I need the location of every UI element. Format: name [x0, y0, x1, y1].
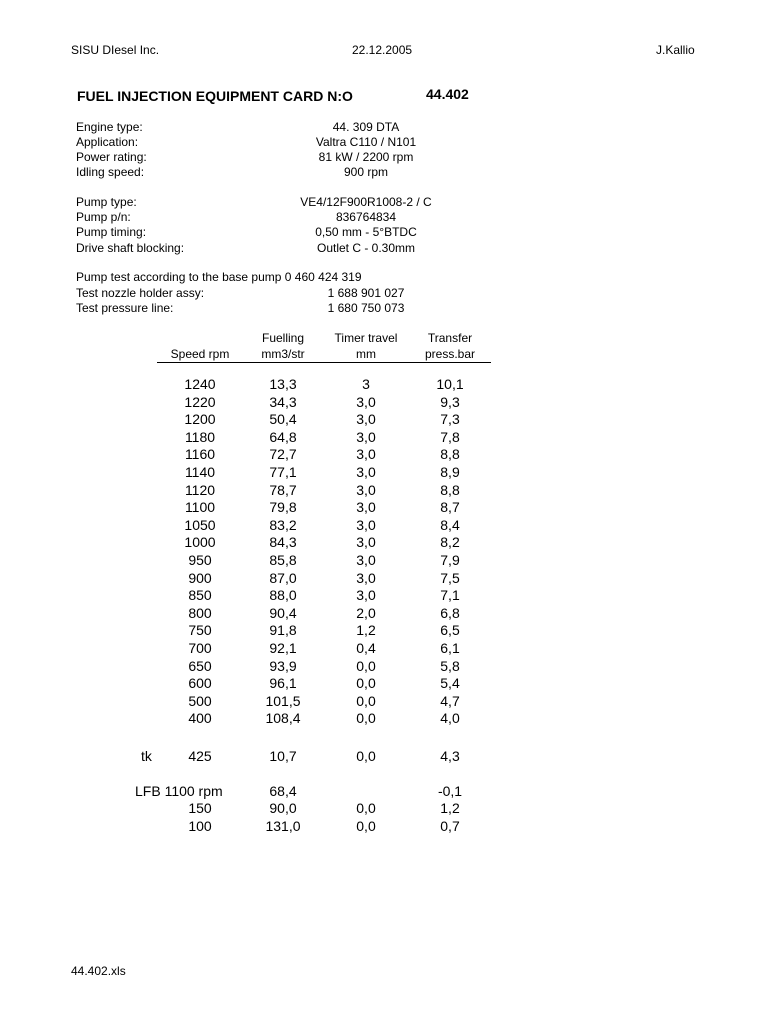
col-speed-header: Speed rpm — [170, 347, 230, 361]
table-row — [0, 429, 768, 447]
cell-timer: 3,0 — [356, 587, 376, 604]
cell-fuel: 92,1 — [269, 640, 297, 656]
table-row — [0, 622, 768, 640]
spec-label: Pump p/n: — [76, 210, 131, 224]
col-timer-header-top: Timer travel — [334, 331, 398, 345]
cell-press: 9,3 — [440, 393, 460, 410]
cell-press: 4,7 — [440, 692, 460, 709]
cell-speed: 850 — [188, 587, 212, 604]
cell-speed: 950 — [188, 552, 212, 568]
table-row — [0, 658, 768, 676]
cell-timer: 3,0 — [356, 552, 376, 568]
cell-fuel: 90,0 — [269, 800, 297, 816]
cell-timer: 0,0 — [356, 692, 376, 709]
cell-timer: 3,0 — [356, 481, 376, 498]
cell-press: 7,5 — [440, 569, 460, 586]
cell-fuel: 131,0 — [265, 818, 301, 834]
lfb-label: LFB 1100 rpm — [135, 783, 223, 799]
cell-speed: 500 — [188, 692, 212, 709]
cell-speed: 400 — [188, 710, 212, 727]
cell-timer: 2,0 — [356, 604, 376, 621]
cell-fuel: 90,4 — [269, 604, 297, 621]
cell-speed: 1180 — [184, 428, 216, 445]
cell-press: 6,1 — [440, 640, 460, 656]
table-row — [0, 482, 768, 500]
table-row — [0, 570, 768, 588]
cell-fuel: 72,7 — [269, 446, 297, 463]
spec-value: 44. 309 DTA — [332, 120, 400, 134]
table-row — [0, 446, 768, 464]
cell-speed: 150 — [188, 800, 212, 816]
table-row — [0, 499, 768, 517]
spec-label: Pump type: — [76, 195, 137, 209]
spec-label: Pump timing: — [76, 225, 147, 239]
cell-speed: 1140 — [184, 464, 216, 480]
cell-fuel: 10,7 — [269, 748, 297, 764]
cell-speed: 750 — [188, 622, 212, 639]
cell-fuel: 88,0 — [269, 587, 297, 604]
cell-speed: 600 — [188, 675, 212, 692]
cell-timer: 3,0 — [356, 569, 376, 586]
cell-timer: 3,0 — [356, 411, 376, 428]
cell-speed: 900 — [188, 569, 212, 586]
spec-label: Engine type: — [76, 120, 143, 134]
cell-press: 8,4 — [440, 516, 460, 533]
cell-press: 8,7 — [440, 499, 460, 516]
lfb-row — [0, 783, 768, 801]
cell-press: 0,7 — [440, 818, 460, 834]
cell-fuel: 50,4 — [269, 411, 297, 428]
table-row — [0, 552, 768, 570]
cell-timer: 3,0 — [356, 446, 376, 463]
table-row — [0, 376, 768, 394]
cell-timer: 3 — [362, 376, 370, 392]
table-row — [0, 693, 768, 711]
spec-value: 81 kW / 2200 rpm — [318, 150, 414, 164]
nozzle-value: 1 688 901 027 — [327, 286, 405, 300]
cell-speed: 1240 — [184, 376, 216, 392]
tk-tag: tk — [141, 748, 152, 764]
cell-fuel: 79,8 — [269, 499, 297, 516]
cell-fuel: 85,8 — [269, 552, 297, 568]
cell-fuel: 101,5 — [265, 692, 301, 709]
spec-value: 900 rpm — [343, 165, 389, 179]
cell-timer: 3,0 — [356, 393, 376, 410]
table-row — [0, 394, 768, 412]
cell-press: 6,5 — [440, 622, 460, 639]
cell-timer: 3,0 — [356, 499, 376, 516]
cell-press: 4,0 — [440, 710, 460, 727]
spec-value: VE4/12F900R1008-2 / C — [300, 195, 432, 209]
table-row — [0, 517, 768, 535]
cell-fuel: 68,4 — [269, 783, 297, 799]
cell-speed: 100 — [188, 818, 212, 834]
cell-timer: 3,0 — [356, 464, 376, 480]
cell-speed: 800 — [188, 604, 212, 621]
cell-timer: 0,4 — [356, 640, 376, 656]
cell-press: 7,3 — [440, 411, 460, 428]
lfb-row — [0, 818, 768, 836]
cell-fuel: 87,0 — [269, 569, 297, 586]
cell-speed: 1000 — [184, 534, 216, 551]
lfb-row — [0, 800, 768, 818]
cell-speed: 1200 — [184, 411, 216, 428]
cell-press: 4,3 — [440, 748, 460, 764]
cell-press: 8,2 — [440, 534, 460, 551]
cell-press: 5,8 — [440, 657, 460, 674]
cell-speed: 650 — [188, 657, 212, 674]
cell-timer: 3,0 — [356, 534, 376, 551]
cell-press: 7,9 — [440, 552, 460, 568]
cell-timer: 0,0 — [356, 675, 376, 692]
cell-fuel: 96,1 — [269, 675, 297, 692]
header-rule — [157, 362, 491, 363]
table-row — [0, 534, 768, 552]
cell-press: 7,1 — [440, 587, 460, 604]
spec-label: Idling speed: — [76, 165, 145, 179]
spec-label: Drive shaft blocking: — [76, 241, 185, 255]
cell-fuel: 78,7 — [269, 481, 297, 498]
pressure-line-label: Test pressure line: — [76, 301, 174, 315]
cell-fuel: 108,4 — [265, 710, 301, 727]
cell-speed: 1220 — [184, 393, 216, 410]
cell-speed: 1120 — [184, 481, 216, 498]
col-timer-header-bottom: mm — [356, 347, 376, 361]
cell-fuel: 34,3 — [269, 393, 297, 410]
cell-press: 8,8 — [440, 446, 460, 463]
table-row — [0, 605, 768, 623]
spec-value: 836764834 — [335, 210, 397, 224]
col-press-header-bottom: press.bar — [424, 347, 476, 361]
col-press-header-top: Transfer — [427, 331, 473, 345]
spec-value: Outlet C - 0.30mm — [316, 241, 416, 255]
cell-speed: 1160 — [184, 446, 216, 463]
cell-speed: 1050 — [184, 516, 216, 533]
nozzle-label: Test nozzle holder assy: — [76, 286, 205, 300]
cell-speed: 1100 — [184, 499, 216, 516]
card-title: FUEL INJECTION EQUIPMENT CARD N:O — [77, 88, 353, 104]
footer-filename: 44.402.xls — [71, 964, 126, 978]
cell-timer: 0,0 — [356, 800, 376, 816]
table-row — [0, 710, 768, 728]
cell-timer: 1,2 — [356, 622, 376, 639]
cell-speed: 425 — [188, 748, 212, 764]
cell-timer: 3,0 — [356, 516, 376, 533]
cell-press: 8,8 — [440, 481, 460, 498]
cell-fuel: 64,8 — [269, 428, 297, 445]
table-row — [0, 464, 768, 482]
cell-timer: 0,0 — [356, 748, 376, 764]
table-row — [0, 411, 768, 429]
table-row — [0, 587, 768, 605]
col-fuel-header-top: Fuelling — [261, 331, 305, 345]
cell-fuel: 83,2 — [269, 516, 297, 533]
spec-label: Power rating: — [76, 150, 147, 164]
cell-timer: 0,0 — [356, 818, 376, 834]
cell-speed: 700 — [188, 640, 212, 656]
cell-fuel: 84,3 — [269, 534, 297, 551]
cell-fuel: 13,3 — [269, 376, 297, 392]
cell-timer: 0,0 — [356, 710, 376, 727]
cell-press: 6,8 — [440, 604, 460, 621]
cell-press: 5,4 — [440, 675, 460, 692]
pressure-line-value: 1 680 750 073 — [327, 301, 405, 315]
cell-press: -0,1 — [437, 783, 463, 799]
spec-value: Valtra C110 / N101 — [315, 135, 417, 149]
cell-press: 1,2 — [440, 800, 460, 816]
table-row — [0, 640, 768, 658]
card-number: 44.402 — [426, 86, 469, 102]
cell-fuel: 77,1 — [269, 464, 297, 480]
col-fuel-header-bottom: mm3/str — [261, 347, 305, 361]
company-name: SISU DIesel Inc. — [71, 43, 160, 57]
spec-value: 0,50 mm - 5°BTDC — [315, 225, 417, 239]
cell-press: 8,9 — [440, 464, 460, 480]
table-row — [0, 675, 768, 693]
cell-timer: 3,0 — [356, 428, 376, 445]
cell-press: 7,8 — [440, 428, 460, 445]
cell-press: 10,1 — [436, 376, 464, 392]
author-name: J.Kallio — [656, 43, 695, 57]
cell-timer: 0,0 — [356, 657, 376, 674]
document-date: 22.12.2005 — [352, 43, 413, 57]
cell-fuel: 93,9 — [269, 657, 297, 674]
cell-fuel: 91,8 — [269, 622, 297, 639]
spec-label: Application: — [76, 135, 139, 149]
base-pump-line: Pump test according to the base pump 0 460 424 319 — [76, 270, 362, 284]
tk-row — [0, 748, 768, 766]
